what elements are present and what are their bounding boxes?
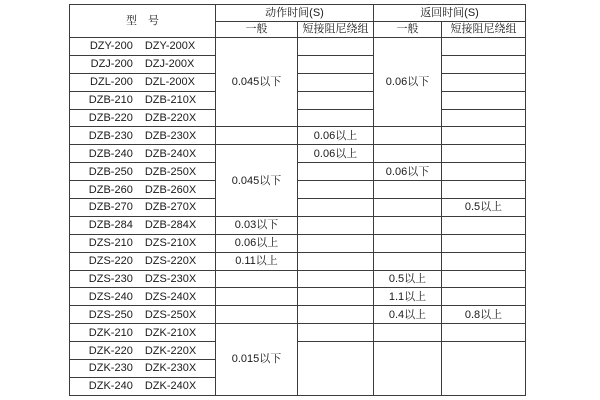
model-name-x: DZB-284X — [144, 219, 197, 232]
action-general-cell: 0.06以上 — [216, 234, 298, 252]
model-name: DZB-270 — [88, 201, 133, 214]
action-general-cell: 0.045以下 — [216, 38, 298, 127]
model-cell — [70, 145, 216, 163]
action-short-cell — [298, 199, 374, 217]
model-name: DZB-284 — [88, 219, 133, 232]
return-short-cell — [442, 288, 526, 306]
model-cell — [70, 306, 216, 324]
return-general-cell — [374, 234, 442, 252]
action-general-cell: 0.11以上 — [216, 252, 298, 270]
table-row — [70, 127, 526, 145]
action-general-cell — [216, 306, 298, 324]
return-short-cell — [442, 234, 526, 252]
return-short-cell — [442, 181, 526, 199]
table-body — [70, 38, 526, 396]
return-short-cell — [442, 91, 526, 109]
model-cell — [70, 55, 216, 73]
model-name-x: DZB-240X — [144, 147, 197, 160]
return-general-cell — [374, 127, 442, 145]
table-row — [70, 270, 526, 288]
table-row — [70, 306, 526, 324]
action-short-cell — [298, 73, 374, 91]
return-general-cell — [374, 199, 442, 217]
model-name: DZL-200 — [90, 76, 133, 89]
model-name: DZK-240 — [88, 380, 133, 393]
model-cell — [70, 199, 216, 217]
model-name: DZS-250 — [88, 308, 133, 321]
action-general-cell: 0.045以下 — [216, 145, 298, 217]
model-cell — [70, 181, 216, 199]
return-general-cell — [374, 145, 442, 163]
model-cell — [70, 216, 216, 234]
model-name: DZS-220 — [88, 255, 133, 268]
return-general-cell — [374, 342, 442, 396]
table-row — [70, 342, 526, 360]
return-short-cell: 0.8以上 — [442, 306, 526, 324]
model-name-x: DZS-250X — [144, 308, 197, 321]
return-short-cell — [442, 38, 526, 56]
model-name: DZB-260 — [88, 183, 133, 196]
return-short-cell — [442, 145, 526, 163]
return-short-cell — [442, 270, 526, 288]
return-general-cell: 1.1以上 — [374, 288, 442, 306]
action-short-cell — [298, 163, 374, 181]
model-name: DZB-240 — [88, 147, 133, 160]
model-cell — [70, 342, 216, 360]
return-short-cell — [442, 127, 526, 145]
action-short-cell — [298, 38, 374, 56]
return-general-cell: 0.06以下 — [374, 38, 442, 127]
return-short-cell — [442, 109, 526, 127]
model-name: DZS-230 — [88, 272, 133, 285]
header-return-time: 返回时间(S) — [374, 5, 526, 22]
action-short-cell: 0.06以上 — [298, 127, 374, 145]
action-short-cell — [298, 342, 374, 396]
action-general-cell: 0.015以下 — [216, 324, 298, 396]
return-short-cell — [442, 342, 526, 396]
model-cell — [70, 38, 216, 56]
table-header — [70, 5, 526, 38]
action-short-cell — [298, 216, 374, 234]
model-name: DZK-220 — [88, 344, 133, 357]
action-general-cell — [216, 288, 298, 306]
return-short-cell — [442, 324, 526, 342]
table-row — [70, 199, 526, 217]
model-name: DZB-210 — [88, 94, 133, 107]
return-short-cell — [442, 216, 526, 234]
model-name-x: DZK-240X — [144, 380, 197, 393]
model-name-x: DZB-210X — [144, 94, 197, 107]
header-action-time: 动作时间(S) — [216, 5, 374, 22]
table-row — [70, 288, 526, 306]
model-name-x: DZB-260X — [144, 183, 197, 196]
model-name: DZB-220 — [88, 111, 133, 124]
return-general-cell: 0.4以上 — [374, 306, 442, 324]
return-short-cell: 0.5以上 — [442, 199, 526, 217]
table-row — [70, 181, 526, 199]
action-general-cell — [216, 127, 298, 145]
header-return-general: 一般 — [374, 21, 442, 38]
model-cell — [70, 234, 216, 252]
return-general-cell — [374, 252, 442, 270]
model-name: DZS-240 — [88, 290, 133, 303]
action-short-cell — [298, 91, 374, 109]
header-model: 型 号 — [70, 5, 216, 38]
model-name-x: DZB-230X — [144, 129, 197, 142]
table-row — [70, 73, 526, 91]
model-name-x: DZS-230X — [144, 272, 197, 285]
return-general-cell: 0.06以下 — [374, 163, 442, 181]
table-row — [70, 234, 526, 252]
action-short-cell: 0.06以上 — [298, 145, 374, 163]
model-name: DZB-230 — [88, 129, 133, 142]
model-name-x: DZS-240X — [144, 290, 197, 303]
table-row — [70, 38, 526, 56]
model-cell — [70, 377, 216, 395]
return-short-cell — [442, 252, 526, 270]
action-short-cell — [298, 324, 374, 342]
model-cell — [70, 270, 216, 288]
model-cell — [70, 324, 216, 342]
model-name-x: DZS-210X — [144, 237, 197, 250]
table-row — [70, 145, 526, 163]
model-name-x: DZK-210X — [144, 326, 197, 339]
model-name-x: DZY-200X — [144, 40, 196, 53]
header-row-1 — [70, 5, 526, 22]
model-name-x: DZK-220X — [144, 344, 197, 357]
table-row — [70, 252, 526, 270]
action-short-cell — [298, 252, 374, 270]
model-name: DZS-210 — [88, 237, 133, 250]
model-cell — [70, 73, 216, 91]
model-name-x: DZB-270X — [144, 201, 197, 214]
action-general-cell: 0.03以下 — [216, 216, 298, 234]
model-cell — [70, 163, 216, 181]
model-name: DZB-250 — [88, 165, 133, 178]
action-short-cell — [298, 270, 374, 288]
action-short-cell — [298, 234, 374, 252]
return-general-cell — [374, 324, 442, 342]
model-cell — [70, 109, 216, 127]
action-short-cell — [298, 306, 374, 324]
action-short-cell — [298, 109, 374, 127]
header-return-short-damping: 短接阻尼绕组 — [442, 21, 526, 38]
table-row — [70, 55, 526, 73]
return-general-cell — [374, 216, 442, 234]
model-name-x: DZB-220X — [144, 111, 197, 124]
table-row — [70, 109, 526, 127]
model-name-x: DZJ-200X — [144, 58, 195, 71]
model-name-x: DZL-200X — [144, 76, 195, 89]
model-cell — [70, 252, 216, 270]
action-short-cell — [298, 55, 374, 73]
table-row — [70, 324, 526, 342]
table-row — [70, 91, 526, 109]
return-general-cell — [374, 181, 442, 199]
model-name-x: DZS-220X — [144, 255, 197, 268]
model-cell — [70, 127, 216, 145]
table-row — [70, 216, 526, 234]
model-name: DZY-200 — [89, 40, 133, 53]
model-cell — [70, 360, 216, 378]
return-general-cell: 0.5以上 — [374, 270, 442, 288]
action-general-cell — [216, 270, 298, 288]
model-name: DZK-210 — [88, 326, 133, 339]
return-short-cell — [442, 73, 526, 91]
return-short-cell — [442, 55, 526, 73]
model-cell — [70, 288, 216, 306]
model-name-x: DZB-250X — [144, 165, 197, 178]
model-name: DZJ-200 — [90, 58, 133, 71]
spec-table — [69, 4, 526, 396]
action-short-cell — [298, 181, 374, 199]
model-name: DZK-230 — [88, 362, 133, 375]
action-short-cell — [298, 288, 374, 306]
header-action-short-damping: 短接阻尼绕组 — [298, 21, 374, 38]
header-action-general: 一般 — [216, 21, 298, 38]
model-cell — [70, 91, 216, 109]
table-row — [70, 163, 526, 181]
model-name-x: DZK-230X — [144, 362, 197, 375]
return-short-cell — [442, 163, 526, 181]
